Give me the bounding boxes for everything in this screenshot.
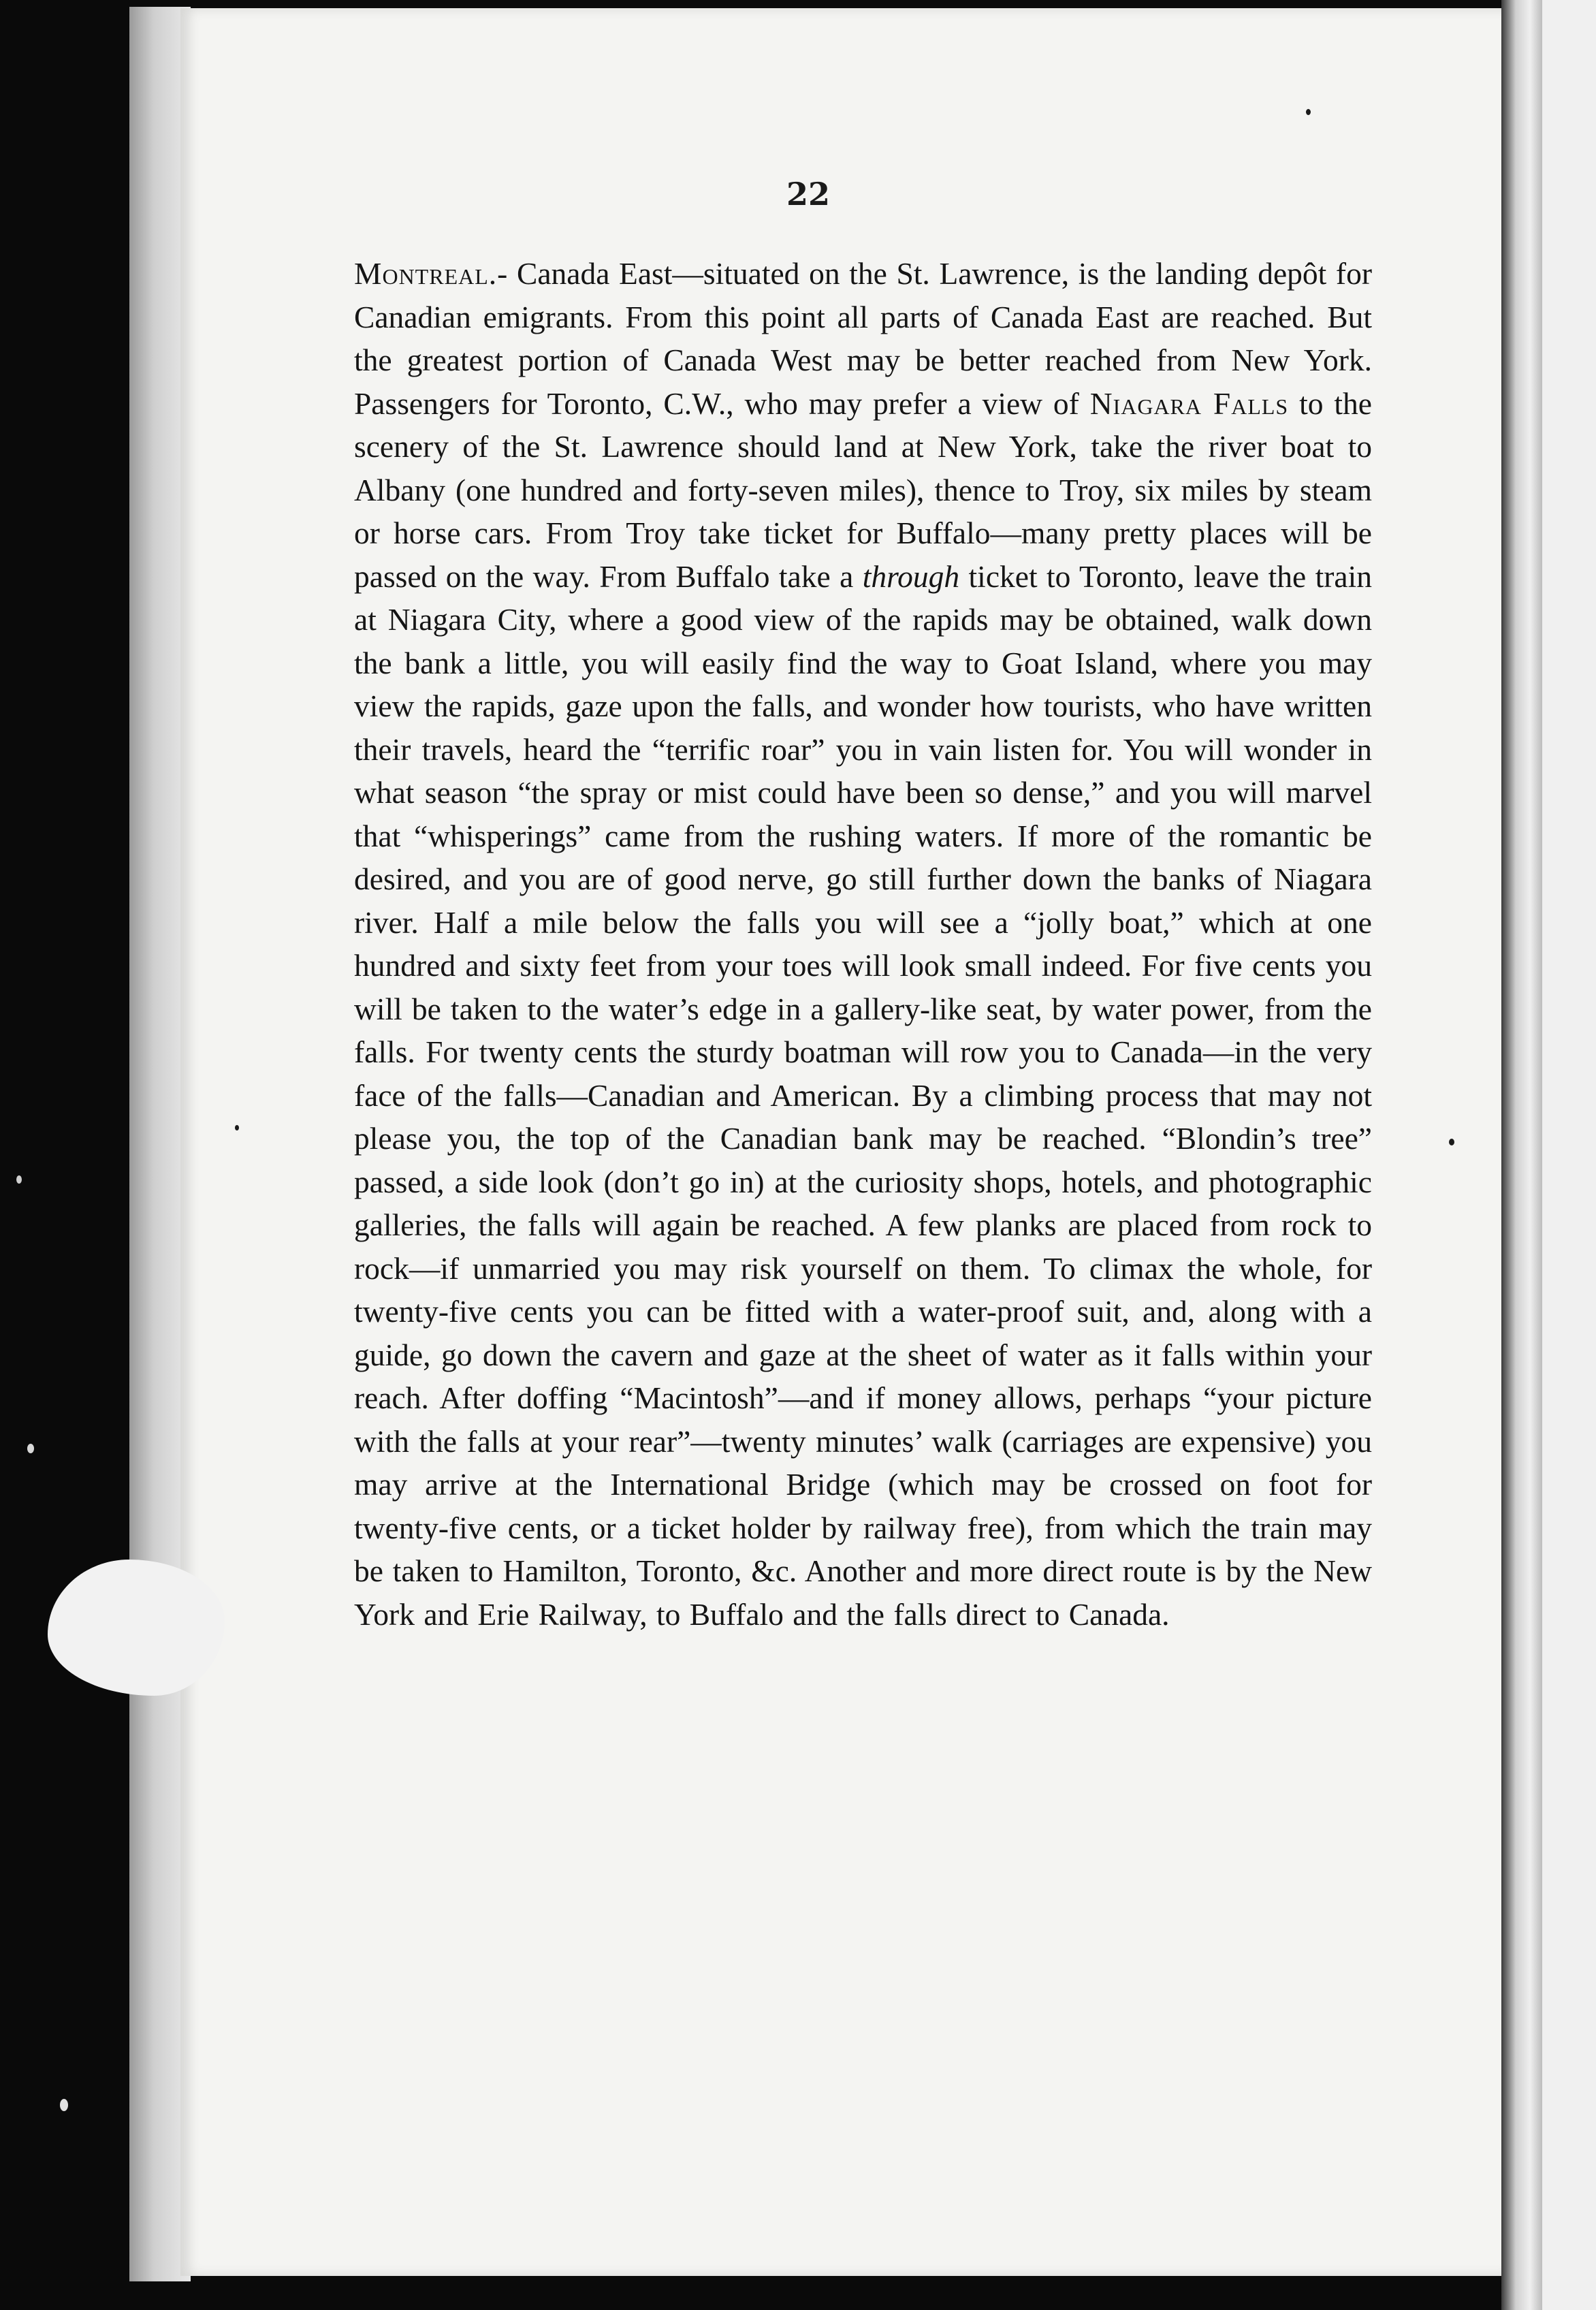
dust-speck [16, 1175, 22, 1184]
dust-speck [27, 1444, 34, 1453]
paper-damage-blot [48, 1560, 225, 1696]
body-paragraph [354, 252, 1372, 1636]
paragraph-rest: ticket to Toronto, leave the train at Niagara City, where a good view of the rapids may be obtained, walk down the bank a little, you will easily find the way to Goat Island, where you may view the rapids, gaze upon the falls, and wonder how tourists, who have written their travels, heard the “terrific roar” you in vain listen for. You will wonder in what season “the spray or mist could have been so dense,” and you will marvel that “whisperings” came from the rushing waters. If more of the romantic be desired, and you are of good nerve, go still further down the banks of Niagara river. Half a mile below the falls you will see a “jolly boat,” which at one hundred and sixty feet from your toes will look small indeed. For five cents you will be taken to the water’s edge in a gallery-like seat, by water power, from the falls. For twenty cents the sturdy boatman will row you to Canada—in the very face of the falls—Canadian and American. By a climbing process that may not please you, the top of the Canadian bank may be reached. “Blondin’s tree” passed, a side look (don’t go in) at the curiosity shops, hotels, and photographic galleries, the falls will again be reached. A few planks are placed from rock to rock—if unmarried you may risk yourself on them. To climax the whole, for twenty-five cents you can be fitted with a water-proof suit, and, along with a guide, go down the cavern and gaze at the sheet of water as it falls within your reach. After doffing “Macintosh”—and if money allows, perhaps “your picture with the falls at your rear”—twenty minutes’ walk (carriages are expensive) you may arrive at the International Bridge (which may be crossed on foot for twenty-five cents, or a ticket holder by railway free), from which the train may be taken to Hamilton, Toronto, &c. Another and more direct route is by the New York and Erie Railway, to Buffalo and the falls direct to Canada. [354, 558, 1372, 1632]
paragraph-middle: to the scenery of the St. Lawrence should land at New York, take the river boat to Albany (one hundred and forty-seven miles), thence to Troy, six miles by steam or horse cars. From Troy take ticket for Buffalo—many pretty places will be passed on the way. From Buffalo take a [354, 385, 1372, 594]
dust-speck [1449, 1139, 1454, 1145]
place-heading: Montreal. [354, 256, 498, 291]
dust-speck [235, 1125, 239, 1130]
paragraph-intro: - Canada East—situated on the St. Lawrence, is the landing depôt for Canadian emigrants. From this point all parts of Canada East are reached. But the greatest portion of Canada West may be better reached from New York. Passengers for Toronto, C.W., who may prefer a view of [354, 256, 1372, 421]
emphasized-word: through [862, 558, 960, 594]
book-spine [1501, 0, 1542, 2310]
dust-speck [1306, 109, 1311, 115]
facing-page-edge [1542, 0, 1596, 2310]
niagara-falls-name: Niagara Falls [1089, 385, 1289, 421]
page-number: 22 [786, 176, 830, 212]
dust-speck [60, 2099, 68, 2111]
